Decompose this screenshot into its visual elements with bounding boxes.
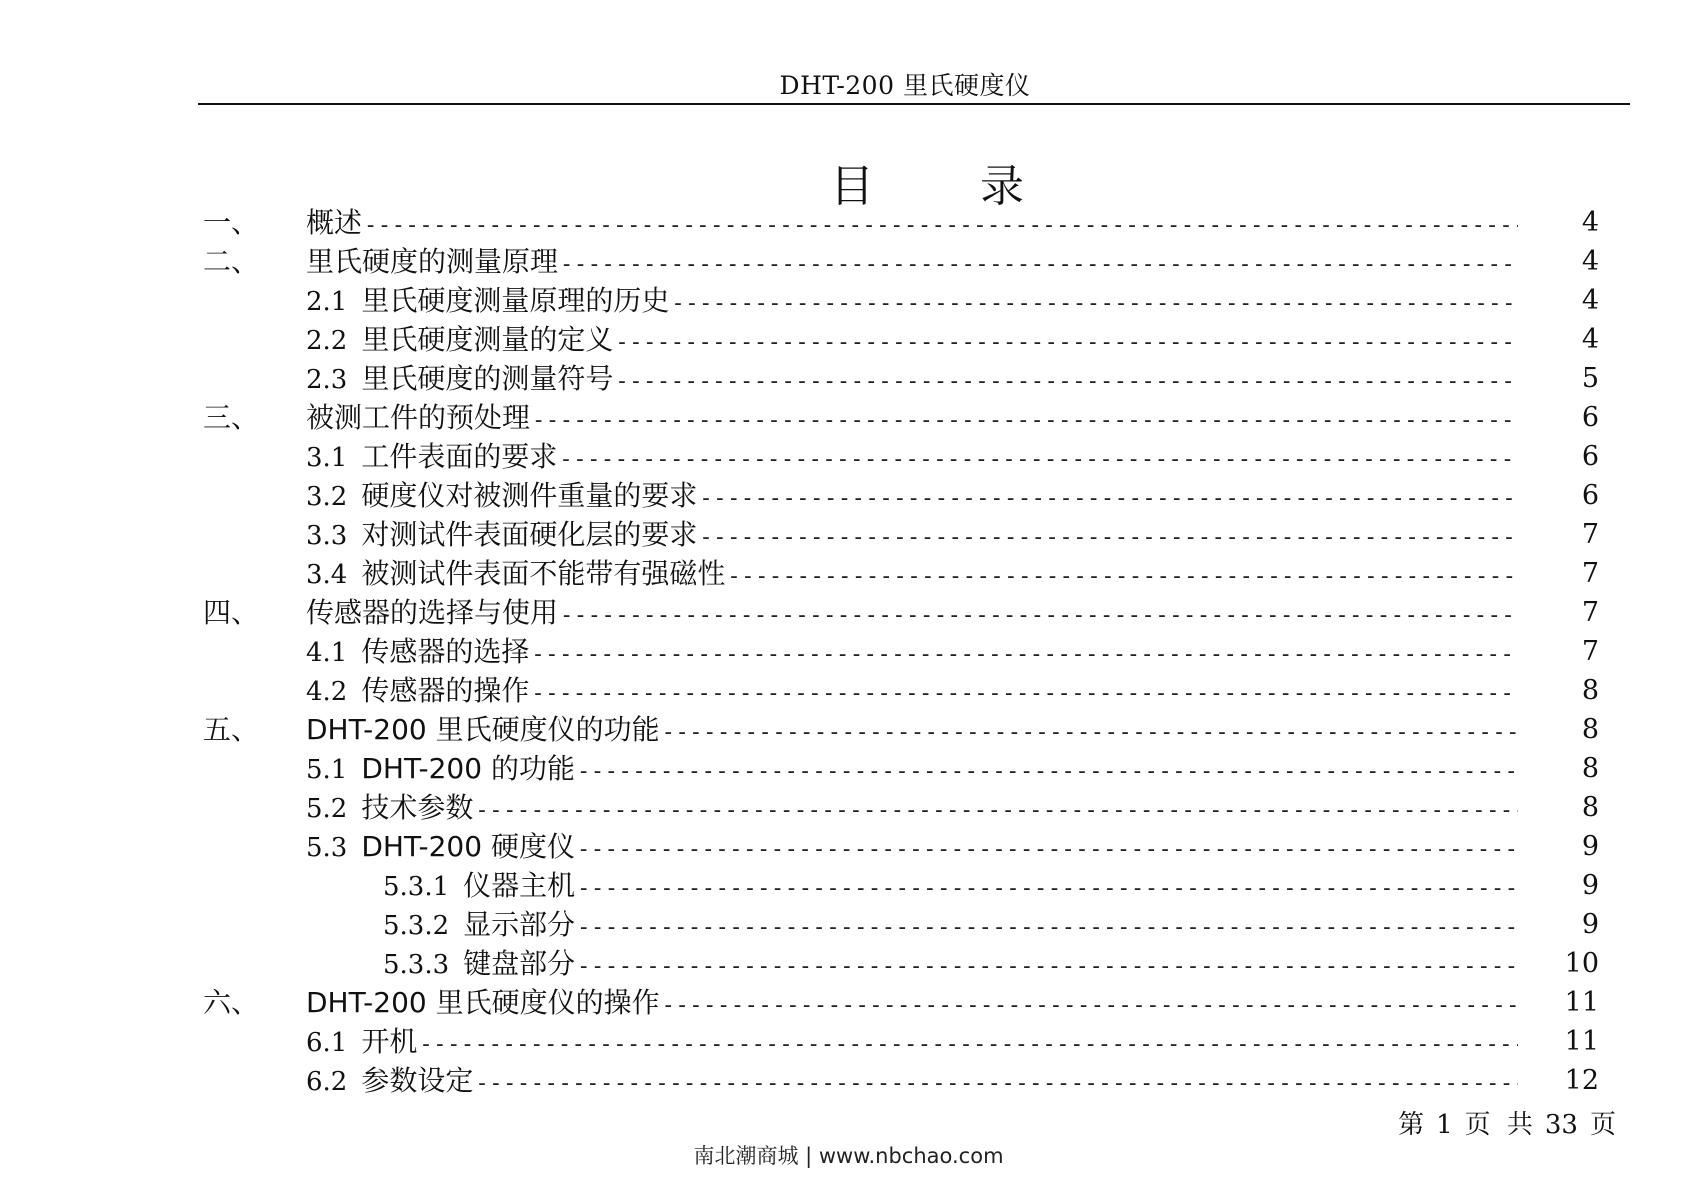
toc-entry-title: 传感器的选择 <box>361 635 530 668</box>
toc-leader-dashes <box>532 401 1518 440</box>
toc-leader-dashes <box>560 596 1518 635</box>
toc-leader-dashes <box>577 908 1518 947</box>
toc-page-number: 4 <box>1581 285 1599 316</box>
toc-entry-text <box>306 983 1518 1025</box>
page-current: 1 <box>1436 1110 1453 1140</box>
toc-entry[interactable] <box>0 827 1697 866</box>
toc-entry-title: 对测试件表面硬化层的要求 <box>361 518 698 551</box>
toc-entry-text <box>306 554 1518 596</box>
toc-entry-title: DHT-200 里氏硬度仪的操作 <box>306 986 660 1019</box>
toc-entry-text <box>306 632 1518 674</box>
toc-entry[interactable] <box>0 632 1697 671</box>
toc-section-number: 5.3.1 <box>383 872 450 902</box>
toc-entry[interactable] <box>0 944 1697 983</box>
toc-entry-text <box>383 905 1518 947</box>
toc-entry-text <box>306 281 1518 323</box>
toc-section-number: 2.1 <box>306 287 348 317</box>
toc-section-number: 5.3.3 <box>383 950 450 980</box>
toc-entry[interactable] <box>0 749 1697 788</box>
toc-page-number: 9 <box>1581 831 1599 862</box>
toc-section-number: 5.1 <box>306 755 348 785</box>
toc-leader-dashes <box>577 830 1518 869</box>
toc-entry-text <box>306 320 1518 362</box>
toc-entry-text <box>306 242 1518 284</box>
toc-section-number: 2.2 <box>306 326 348 356</box>
toc-entry-text <box>306 203 1518 245</box>
toc-heading: 目 录 <box>830 161 1070 212</box>
toc-page-number: 7 <box>1581 519 1599 550</box>
toc-entry-text <box>306 710 1518 752</box>
toc-entry-text <box>306 749 1518 791</box>
page-prefix: 第 <box>1398 1110 1425 1140</box>
toc-entry-title: 显示部分 <box>463 908 576 941</box>
toc-leader-dashes <box>699 518 1518 557</box>
toc-entry-text <box>306 398 1518 440</box>
toc-leader-dashes <box>727 557 1518 596</box>
toc-entry-title: 里氏硬度的测量原理 <box>306 245 559 278</box>
toc-entry[interactable] <box>0 710 1697 749</box>
toc-page-number: 7 <box>1581 597 1599 628</box>
page-mid: 页 共 <box>1464 1110 1533 1140</box>
toc-entry[interactable] <box>0 1022 1697 1061</box>
toc-leader-dashes <box>615 362 1518 401</box>
page-suffix: 页 <box>1589 1110 1616 1140</box>
toc-entry-title: 传感器的选择与使用 <box>306 596 559 629</box>
page-counter <box>1392 1104 1622 1141</box>
toc-chapter-number: 二、 <box>203 245 260 278</box>
toc-leader-dashes <box>577 869 1518 908</box>
toc-section-number: 3.2 <box>306 482 348 512</box>
toc-entry[interactable] <box>0 788 1697 827</box>
toc-leader-dashes <box>364 206 1518 245</box>
toc-entry-title: 技术参数 <box>361 791 474 824</box>
toc-entry[interactable] <box>0 437 1697 476</box>
toc-page-number: 8 <box>1581 792 1599 823</box>
toc-section-number: 3.3 <box>306 521 348 551</box>
toc-entry[interactable] <box>0 671 1697 710</box>
toc-entry-title: 参数设定 <box>361 1064 474 1097</box>
toc-entry[interactable] <box>0 203 1697 242</box>
toc-page-number: 4 <box>1581 207 1599 238</box>
table-of-contents <box>0 203 1697 1100</box>
toc-section-number: 5.3 <box>306 833 348 863</box>
toc-entry-text <box>306 359 1518 401</box>
toc-leader-dashes <box>531 635 1518 674</box>
toc-section-number: 3.4 <box>306 560 348 590</box>
toc-entry-text <box>306 476 1518 518</box>
toc-entry[interactable] <box>0 476 1697 515</box>
toc-entry[interactable] <box>0 1061 1697 1100</box>
toc-section-number: 3.1 <box>306 443 348 473</box>
toc-page-number: 11 <box>1564 1026 1599 1057</box>
toc-leader-dashes <box>577 947 1518 986</box>
toc-leader-dashes <box>531 674 1518 713</box>
toc-leader-dashes <box>671 284 1518 323</box>
toc-section-number: 4.2 <box>306 677 348 707</box>
toc-leader-dashes <box>559 440 1518 479</box>
toc-entry-text <box>306 788 1518 830</box>
toc-entry[interactable] <box>0 983 1697 1022</box>
toc-leader-dashes <box>662 986 1518 1025</box>
toc-entry[interactable] <box>0 554 1697 593</box>
toc-page-number: 5 <box>1581 363 1599 394</box>
toc-entry[interactable] <box>0 398 1697 437</box>
toc-entry-text <box>383 866 1518 908</box>
toc-entry[interactable] <box>0 866 1697 905</box>
toc-entry[interactable] <box>0 593 1697 632</box>
toc-page-number: 4 <box>1581 246 1599 277</box>
toc-entry-title: 开机 <box>361 1025 418 1058</box>
toc-leader-dashes <box>475 791 1518 830</box>
toc-chapter-number: 五、 <box>203 713 260 746</box>
toc-section-number: 5.2 <box>306 794 348 824</box>
toc-chapter-number: 三、 <box>203 401 260 434</box>
toc-entry[interactable] <box>0 242 1697 281</box>
toc-leader-dashes <box>419 1025 1518 1064</box>
toc-entry-text <box>306 593 1518 635</box>
toc-entry-title: DHT-200 里氏硬度仪的功能 <box>306 713 660 746</box>
toc-entry-title: 传感器的操作 <box>361 674 530 707</box>
toc-leader-dashes <box>662 713 1518 752</box>
toc-entry-title: 被测工件的预处理 <box>306 401 531 434</box>
toc-chapter-number: 六、 <box>203 986 260 1019</box>
toc-entry-title: 里氏硬度的测量符号 <box>361 362 614 395</box>
toc-page-number: 6 <box>1581 402 1599 433</box>
toc-section-number: 5.3.2 <box>383 911 450 941</box>
toc-leader-dashes <box>615 323 1518 362</box>
toc-page-number: 9 <box>1581 870 1599 901</box>
toc-page-number: 6 <box>1581 480 1599 511</box>
toc-entry[interactable] <box>0 515 1697 554</box>
toc-entry-text <box>306 515 1518 557</box>
toc-leader-dashes <box>577 752 1518 791</box>
toc-leader-dashes <box>560 245 1518 284</box>
toc-page-number: 9 <box>1581 909 1599 940</box>
toc-entry-text <box>306 1022 1518 1064</box>
toc-entry[interactable] <box>0 320 1697 359</box>
toc-section-number: 6.2 <box>306 1067 348 1097</box>
toc-page-number: 8 <box>1581 753 1599 784</box>
toc-entry-title: DHT-200 硬度仪 <box>361 830 575 863</box>
toc-entry[interactable] <box>0 281 1697 320</box>
toc-page-number: 7 <box>1581 636 1599 667</box>
document-header-title: DHT-200 里氏硬度仪 <box>779 71 1031 100</box>
toc-entry-text <box>383 944 1518 986</box>
header-divider <box>198 103 1630 105</box>
toc-entry[interactable] <box>0 905 1697 944</box>
toc-entry-title: 工件表面的要求 <box>361 440 558 473</box>
watermark: 南北潮商城 | www.nbchao.com <box>693 1144 1004 1168</box>
toc-page-number: 8 <box>1581 675 1599 706</box>
toc-leader-dashes <box>699 479 1518 518</box>
toc-entry[interactable] <box>0 359 1697 398</box>
toc-entry-text <box>306 437 1518 479</box>
toc-page-number: 11 <box>1564 987 1599 1018</box>
toc-entry-title: 键盘部分 <box>463 947 576 980</box>
toc-entry-title: DHT-200 的功能 <box>361 752 575 785</box>
toc-page-number: 10 <box>1564 948 1599 979</box>
toc-entry-title: 里氏硬度测量的定义 <box>361 323 614 356</box>
toc-entry-text <box>306 671 1518 713</box>
toc-entry-text <box>306 827 1518 869</box>
toc-chapter-number: 四、 <box>203 596 260 629</box>
toc-page-number: 4 <box>1581 324 1599 355</box>
toc-entry-title: 仪器主机 <box>463 869 576 902</box>
toc-page-number: 12 <box>1564 1065 1599 1096</box>
toc-leader-dashes <box>475 1064 1518 1103</box>
page-total: 33 <box>1544 1110 1578 1140</box>
toc-page-number: 6 <box>1581 441 1599 472</box>
toc-chapter-number: 一、 <box>203 206 260 239</box>
toc-page-number: 8 <box>1581 714 1599 745</box>
toc-entry-title: 硬度仪对被测件重量的要求 <box>361 479 698 512</box>
toc-entry-text <box>306 1061 1518 1103</box>
toc-entry-title: 里氏硬度测量原理的历史 <box>361 284 670 317</box>
toc-section-number: 6.1 <box>306 1028 348 1058</box>
toc-entry-title: 被测试件表面不能带有强磁性 <box>361 557 726 590</box>
toc-page-number: 7 <box>1581 558 1599 589</box>
toc-section-number: 4.1 <box>306 638 348 668</box>
toc-entry-title: 概述 <box>306 206 363 239</box>
toc-section-number: 2.3 <box>306 365 348 395</box>
